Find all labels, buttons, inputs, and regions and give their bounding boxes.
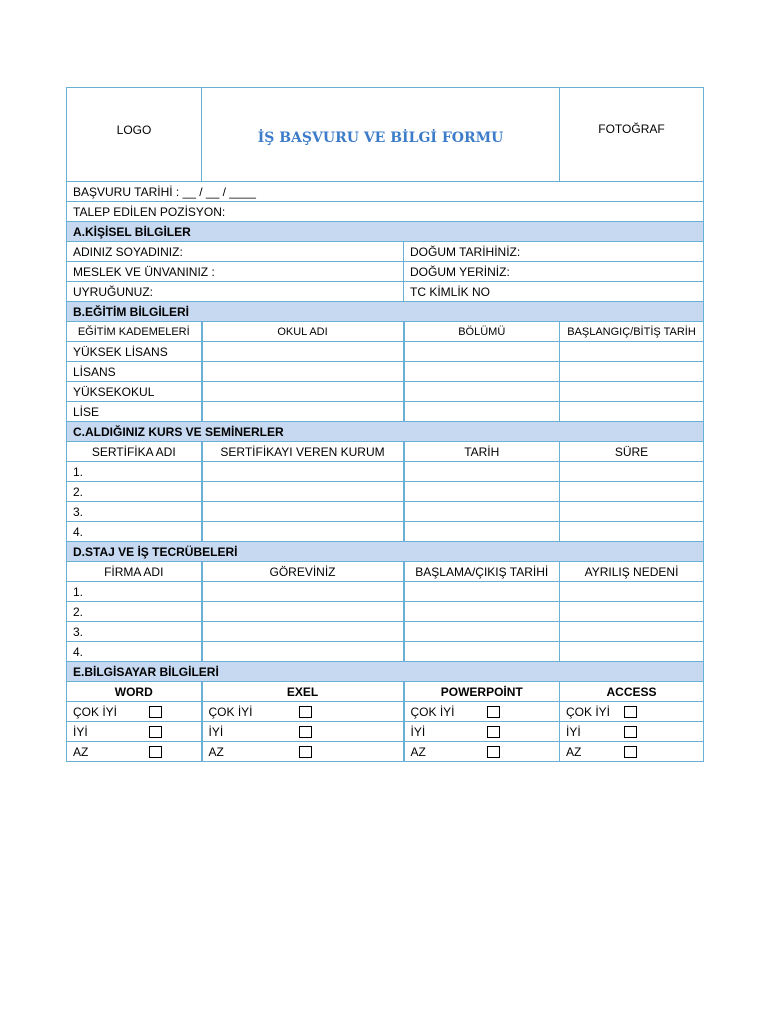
skill-label: İYİ xyxy=(73,724,88,739)
skill-row-very-good xyxy=(67,702,704,722)
col-header: EĞİTİM KADEMELERİ xyxy=(67,322,202,342)
checkbox[interactable] xyxy=(487,746,500,758)
table-row xyxy=(67,402,704,422)
skill-label: İYİ xyxy=(566,724,581,739)
table-cell[interactable] xyxy=(404,462,560,482)
section-personal-title: A.KİŞİSEL BİLGİLER xyxy=(67,222,704,242)
application-form xyxy=(66,87,703,762)
checkbox[interactable] xyxy=(299,746,312,758)
table-cell[interactable] xyxy=(404,502,560,522)
table-cell[interactable] xyxy=(560,362,704,382)
checkbox[interactable] xyxy=(624,726,637,738)
col-header: SERTİFİKA ADI xyxy=(67,442,202,462)
checkbox[interactable] xyxy=(487,726,500,738)
form-title: İŞ BAŞVURU VE BİLGİ FORMU xyxy=(202,88,560,182)
skill-cell xyxy=(560,742,704,762)
skill-cell xyxy=(404,722,560,742)
table-cell[interactable] xyxy=(202,462,404,482)
checkbox[interactable] xyxy=(299,706,312,718)
table-cell[interactable] xyxy=(560,602,704,622)
skill-label: İYİ xyxy=(208,724,224,739)
logo-placeholder: LOGO xyxy=(67,88,202,182)
row-number: 2. xyxy=(67,602,202,622)
skill-cell xyxy=(67,722,202,742)
skill-label: ÇOK İYİ xyxy=(73,704,118,719)
skill-cell xyxy=(67,742,202,762)
row-label: YÜKSEKOKUL xyxy=(67,382,202,402)
skill-cell xyxy=(560,722,704,742)
table-cell[interactable] xyxy=(202,382,404,402)
skill-label: ÇOK İYİ xyxy=(566,704,611,719)
application-date-field[interactable]: BAŞVURU TARİHİ : __ / __ / ____ xyxy=(67,182,704,202)
row-label: LİSE xyxy=(67,402,202,422)
table-row xyxy=(67,462,704,482)
col-header-word: WORD xyxy=(67,682,202,702)
id-number-field[interactable]: TC KİMLİK NO xyxy=(404,282,704,302)
table-cell[interactable] xyxy=(202,362,404,382)
photo-placeholder: FOTOĞRAF xyxy=(560,88,704,182)
skill-label: AZ xyxy=(566,744,582,759)
courses-column-headers xyxy=(67,442,704,462)
col-header: BAŞLAMA/ÇIKIŞ TARİHİ xyxy=(404,562,560,582)
table-cell[interactable] xyxy=(202,622,404,642)
skill-label: AZ xyxy=(208,744,224,759)
table-row xyxy=(67,522,704,542)
skill-cell xyxy=(404,742,560,762)
col-header: TARİH xyxy=(404,442,560,462)
table-cell[interactable] xyxy=(202,522,404,542)
section-computer-title: E.BİLGİSAYAR BİLGİLERİ xyxy=(67,662,704,682)
table-row xyxy=(67,582,704,602)
skill-cell xyxy=(404,702,560,722)
col-header: GÖREVİNİZ xyxy=(202,562,404,582)
col-header: SÜRE xyxy=(560,442,704,462)
profession-field[interactable]: MESLEK VE ÜNVANINIZ : xyxy=(67,262,404,282)
skill-cell xyxy=(560,702,704,722)
table-cell[interactable] xyxy=(202,602,404,622)
checkbox[interactable] xyxy=(487,706,500,718)
col-header-powerpoint: POWERPOİNT xyxy=(404,682,560,702)
table-row xyxy=(67,362,704,382)
computer-column-headers xyxy=(67,682,704,702)
skill-label: ÇOK İYİ xyxy=(410,704,455,719)
section-courses-title: C.ALDIĞINIZ KURS VE SEMİNERLER xyxy=(67,422,704,442)
table-cell[interactable] xyxy=(404,362,560,382)
table-cell[interactable] xyxy=(404,622,560,642)
row-number: 1. xyxy=(67,462,202,482)
skill-label: AZ xyxy=(73,744,89,759)
skill-cell xyxy=(202,722,404,742)
row-number: 4. xyxy=(67,642,202,662)
row-label: YÜKSEK LİSANS xyxy=(67,342,202,362)
skill-row-good xyxy=(67,722,704,742)
skill-cell xyxy=(67,702,202,722)
col-header: OKUL ADI xyxy=(202,322,404,342)
table-cell[interactable] xyxy=(560,642,704,662)
row-number: 3. xyxy=(67,502,202,522)
table-cell[interactable] xyxy=(560,622,704,642)
table-row xyxy=(67,382,704,402)
table-cell[interactable] xyxy=(560,342,704,362)
nationality-field[interactable]: UYRUĞUNUZ: xyxy=(67,282,404,302)
birth-date-field[interactable]: DOĞUM TARİHİNİZ: xyxy=(404,242,704,262)
col-header: FİRMA ADI xyxy=(67,562,202,582)
col-header: BÖLÜMÜ xyxy=(404,322,560,342)
table-row xyxy=(67,622,704,642)
table-row xyxy=(67,642,704,662)
checkbox[interactable] xyxy=(624,706,637,718)
table-cell[interactable] xyxy=(404,482,560,502)
skill-label: ÇOK İYİ xyxy=(208,704,253,719)
row-number: 4. xyxy=(67,522,202,542)
col-header-excel: EXEL xyxy=(202,682,404,702)
table-cell[interactable] xyxy=(560,582,704,602)
skill-cell xyxy=(202,702,404,722)
col-header: BAŞLANGIÇ/BİTİŞ TARİH xyxy=(560,322,704,342)
col-header-access: ACCESS xyxy=(560,682,704,702)
section-experience-title: D.STAJ VE İŞ TECRÜBELERİ xyxy=(67,542,704,562)
form-header xyxy=(67,88,704,182)
birth-place-field[interactable]: DOĞUM YERİNİZ: xyxy=(404,262,704,282)
table-cell[interactable] xyxy=(202,482,404,502)
row-number: 3. xyxy=(67,622,202,642)
col-header: AYRILIŞ NEDENİ xyxy=(560,562,704,582)
table-row xyxy=(67,602,704,622)
position-field[interactable]: TALEP EDİLEN POZİSYON: xyxy=(67,202,704,222)
table-cell[interactable] xyxy=(404,522,560,542)
education-column-headers xyxy=(67,322,704,342)
table-cell[interactable] xyxy=(202,402,404,422)
checkbox[interactable] xyxy=(299,726,312,738)
table-cell[interactable] xyxy=(560,462,704,482)
table-cell[interactable] xyxy=(404,642,560,662)
table-cell[interactable] xyxy=(404,382,560,402)
table-cell[interactable] xyxy=(404,342,560,362)
table-row xyxy=(67,342,704,362)
table-cell[interactable] xyxy=(560,402,704,422)
checkbox[interactable] xyxy=(624,746,637,758)
table-cell[interactable] xyxy=(404,582,560,602)
row-number: 2. xyxy=(67,482,202,502)
experience-column-headers xyxy=(67,562,704,582)
table-cell[interactable] xyxy=(560,482,704,502)
table-row xyxy=(67,482,704,502)
table-cell[interactable] xyxy=(560,522,704,542)
table-cell[interactable] xyxy=(404,602,560,622)
table-cell[interactable] xyxy=(202,342,404,362)
row-label: LİSANS xyxy=(67,362,202,382)
col-header: SERTİFİKAYI VEREN KURUM xyxy=(202,442,404,462)
table-cell[interactable] xyxy=(202,642,404,662)
form-table xyxy=(66,87,704,762)
row-number: 1. xyxy=(67,582,202,602)
section-education-title: B.EĞİTİM BİLGİLERİ xyxy=(67,302,704,322)
table-cell[interactable] xyxy=(404,402,560,422)
skill-label: AZ xyxy=(410,744,426,759)
name-field[interactable]: ADINIZ SOYADINIZ: xyxy=(67,242,404,262)
checkbox[interactable] xyxy=(149,746,162,758)
checkbox[interactable] xyxy=(149,726,162,738)
checkbox[interactable] xyxy=(149,706,162,718)
table-cell[interactable] xyxy=(560,502,704,522)
table-cell[interactable] xyxy=(202,502,404,522)
skill-row-little xyxy=(67,742,704,762)
skill-label: İYİ xyxy=(410,724,426,739)
table-cell[interactable] xyxy=(560,382,704,402)
table-row xyxy=(67,502,704,522)
skill-cell xyxy=(202,742,404,762)
table-cell[interactable] xyxy=(202,582,404,602)
